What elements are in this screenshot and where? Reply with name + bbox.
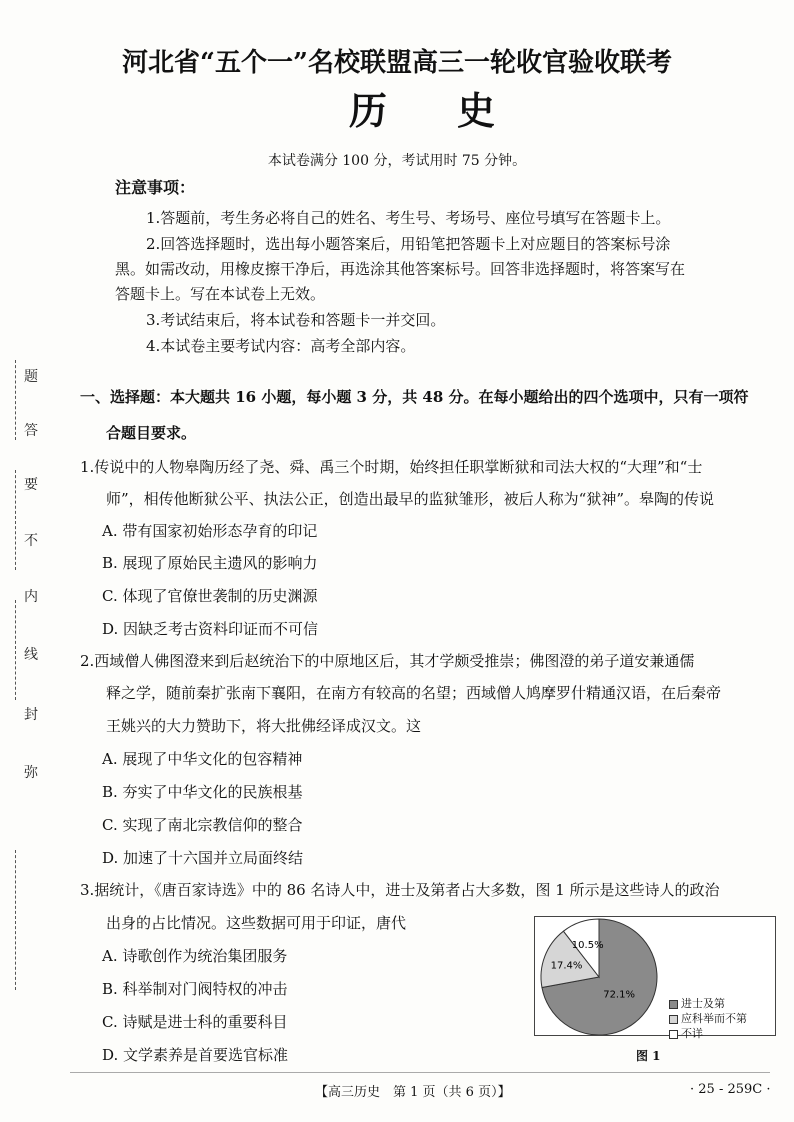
option-2b: B. 夯实了中华文化的民族根基 (102, 783, 303, 801)
question-3-stem: 出身的占比情况。这些数据可用于印证，唐代 (106, 914, 407, 932)
seal-char: 弥 (24, 765, 38, 781)
pie-label-2: 17.4% (550, 960, 583, 972)
option-3c: C. 诗赋是进士科的重要科目 (102, 1013, 288, 1031)
seal-char: 不 (24, 533, 38, 549)
legend-label: 不详 (681, 1027, 703, 1040)
notice-item: 1.答题前，考生务必将自己的姓名、考生号、考场号、座位号填写在答题卡上。 (146, 209, 671, 227)
subject-title: 历史 (348, 88, 565, 133)
exam-info: 本试卷满分 100 分，考试用时 75 分钟。 (267, 153, 527, 169)
seal-char: 要 (24, 477, 38, 493)
question-2-stem: 2.西域僧人佛图澄来到后赵统治下的中原地区后，其才学颇受推崇；佛图澄的弟子道安兼通儒 (80, 652, 695, 670)
notice-item: 答题卡上。写在本试卷上无效。 (115, 285, 326, 303)
seal-char: 线 (24, 647, 38, 663)
pie-chart-figure (534, 916, 776, 1040)
notice-item: 2.回答选择题时，选出每小题答案后，用铅笔把答题卡上对应题目的答案标号涂 (146, 235, 671, 253)
footer-code: · 25 - 259C · (690, 1082, 771, 1097)
figure-caption: 图 1 (636, 1049, 661, 1063)
legend-label: 应科举而不第 (681, 1012, 747, 1025)
legend-label: 进士及第 (681, 997, 725, 1010)
question-3-stem: 3.据统计，《唐百家诗选》中的 86 名诗人中，进士及第者占大多数，图 1 所示是这些诗人的政治 (80, 881, 720, 899)
binding-line (15, 600, 16, 700)
binding-line (15, 360, 16, 440)
option-3d: D. 文学素养是首要选官标准 (102, 1046, 289, 1064)
notice-item: 3.考试结束后，将本试卷和答题卡一并交回。 (146, 311, 446, 329)
section-heading: 合题目要求。 (106, 424, 197, 442)
pie-chart (535, 917, 667, 1035)
legend-item (669, 1010, 747, 1026)
legend-item (669, 1025, 703, 1041)
notice-item: 黑。如需改动，用橡皮擦干净后，再选涂其他答案标号。回答非选择题时，将答案写在 (115, 260, 686, 278)
question-1-stem: 师”，相传他断狱公平、执法公正，创造出最早的监狱雏形，被后人称为“狱神”。皋陶的传说 (106, 490, 715, 508)
option-1a: A. 带有国家初始形态孕育的印记 (102, 522, 318, 540)
seal-char: 封 (24, 707, 38, 723)
option-3b: B. 科举制对门阀特权的冲击 (102, 980, 288, 998)
legend-swatch (669, 1000, 678, 1009)
seal-char: 题 (24, 369, 38, 385)
legend-swatch (669, 1030, 678, 1039)
question-1-stem: 1.传说中的人物皋陶历经了尧、舜、禹三个时期，始终担任职掌断狱和司法大权的“大理”和“士 (80, 458, 703, 476)
legend-swatch (669, 1015, 678, 1024)
pie-label-3: 10.5% (571, 940, 604, 952)
option-1b: B. 展现了原始民主遗风的影响力 (102, 554, 318, 572)
seal-char: 答 (24, 423, 38, 439)
exam-title: 河北省“五个一”名校联盟高三一轮收官验收联考 (122, 48, 672, 78)
pie-label-1: 72.1% (603, 989, 635, 1001)
option-3a: A. 诗歌创作为统治集团服务 (102, 947, 288, 965)
notice-heading: 注意事项： (115, 178, 196, 197)
section-heading: 一、选择题：本大题共 16 小题，每小题 3 分，共 48 分。在每小题给出的四个选项中，只有一项符 (80, 388, 749, 406)
binding-line (15, 850, 16, 990)
seal-char: 内 (24, 589, 38, 605)
footer-page-info: 【高三历史 第 1 页（共 6 页）】 (315, 1085, 511, 1100)
option-2a: A. 展现了中华文化的包容精神 (102, 750, 303, 768)
question-2-stem: 释之学，随前秦扩张南下襄阳，在南方有较高的名望；西域僧人鸠摩罗什精通汉语，在后秦帝 (106, 684, 722, 702)
option-2c: C. 实现了南北宗教信仰的整合 (102, 816, 303, 834)
option-2d: D. 加速了十六国并立局面终结 (102, 849, 304, 867)
legend-item (669, 995, 725, 1011)
option-1c: C. 体现了官僚世袭制的历史渊源 (102, 587, 318, 605)
footer-rule (70, 1072, 770, 1073)
binding-line (15, 470, 16, 570)
question-2-stem: 王姚兴的大力赞助下，将大批佛经译成汉文。这 (106, 717, 422, 735)
option-1d: D. 因缺乏考古资料印证而不可信 (102, 620, 319, 638)
notice-item: 4.本试卷主要考试内容：高考全部内容。 (146, 337, 416, 355)
